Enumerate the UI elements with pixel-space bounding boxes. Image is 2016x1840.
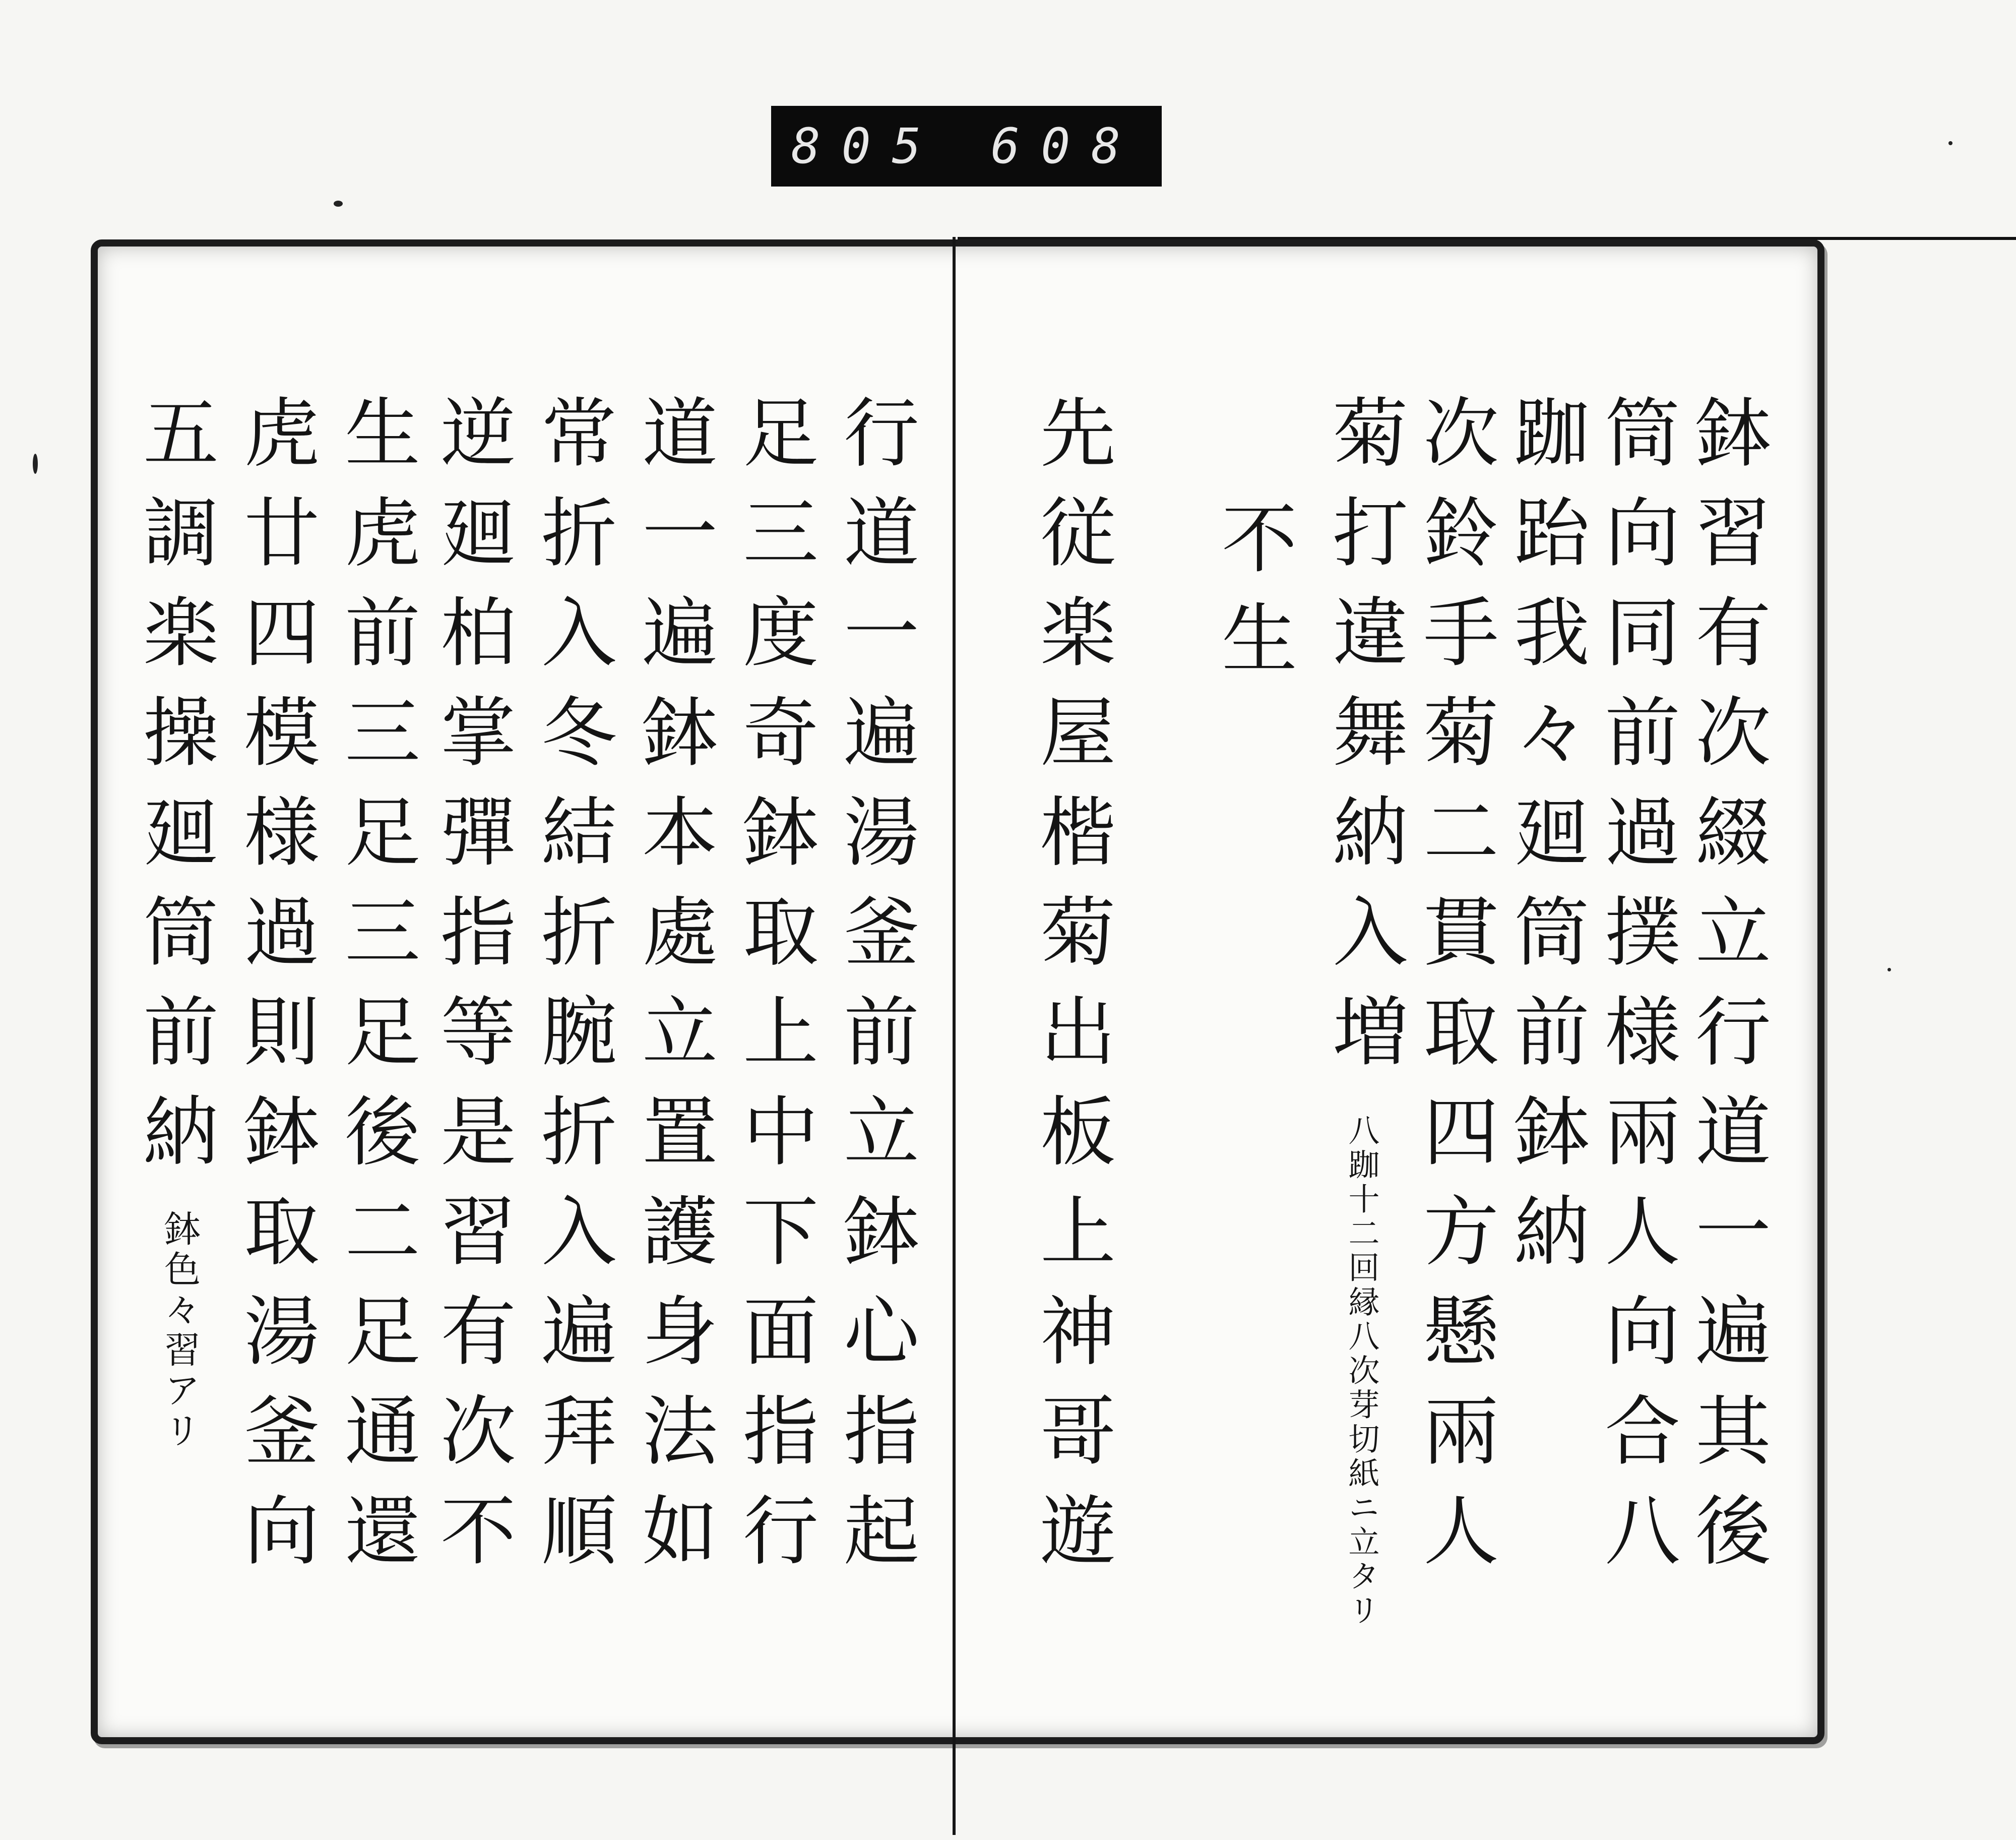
text-column: 先従楽屋楷菊出板上神哥遊 bbox=[1027, 393, 1115, 1591]
text-column: 逆廻柏掌彈指等是習有次不 bbox=[427, 393, 515, 1591]
book-gutter bbox=[953, 237, 956, 1835]
text-column: 菊打違舞納入増 bbox=[1319, 393, 1407, 1092]
annotation-column: 八跏十二回縁八次芽切紙ニ立タリ bbox=[1343, 1114, 1380, 1628]
scan-speck bbox=[1887, 968, 1891, 971]
annotation-column: 鉢色々習アリ bbox=[158, 1210, 201, 1452]
scan-speck bbox=[33, 454, 38, 474]
text-column: 不生 bbox=[1209, 499, 1296, 699]
right-page bbox=[963, 247, 1819, 1719]
text-column: 行道一遍湯釜前立鉢心指起 bbox=[831, 393, 918, 1591]
left-page bbox=[101, 247, 948, 1719]
text-column: 生虎前三足三足後二足通還 bbox=[332, 393, 419, 1591]
archive-label-plate bbox=[771, 106, 1162, 187]
text-column: 常折入冬結折腕折入遍拜順 bbox=[528, 393, 616, 1591]
scan-speck bbox=[1948, 141, 1952, 145]
label-number-left: 805 bbox=[791, 118, 942, 174]
text-column: 次鈴手菊二貫取四方懸兩人 bbox=[1410, 393, 1498, 1591]
text-column: 跏跆我々廻筒前鉢納 bbox=[1501, 393, 1589, 1292]
scan-speck bbox=[334, 201, 343, 207]
text-column: 虎廿四模様過則鉢取湯釜向 bbox=[231, 393, 319, 1591]
text-column: 道一遍鉢本處立置護身法如 bbox=[629, 393, 717, 1591]
label-number-right: 608 bbox=[990, 118, 1142, 174]
text-column: 筒向同前過撲様兩人向合八 bbox=[1592, 393, 1679, 1591]
text-column: 五調楽操廻筒前納 bbox=[130, 393, 218, 1192]
text-column: 鉢習有次綴立行道一遍其後 bbox=[1682, 393, 1770, 1591]
text-column: 足三度奇鉢取上中下面指行 bbox=[730, 393, 817, 1591]
